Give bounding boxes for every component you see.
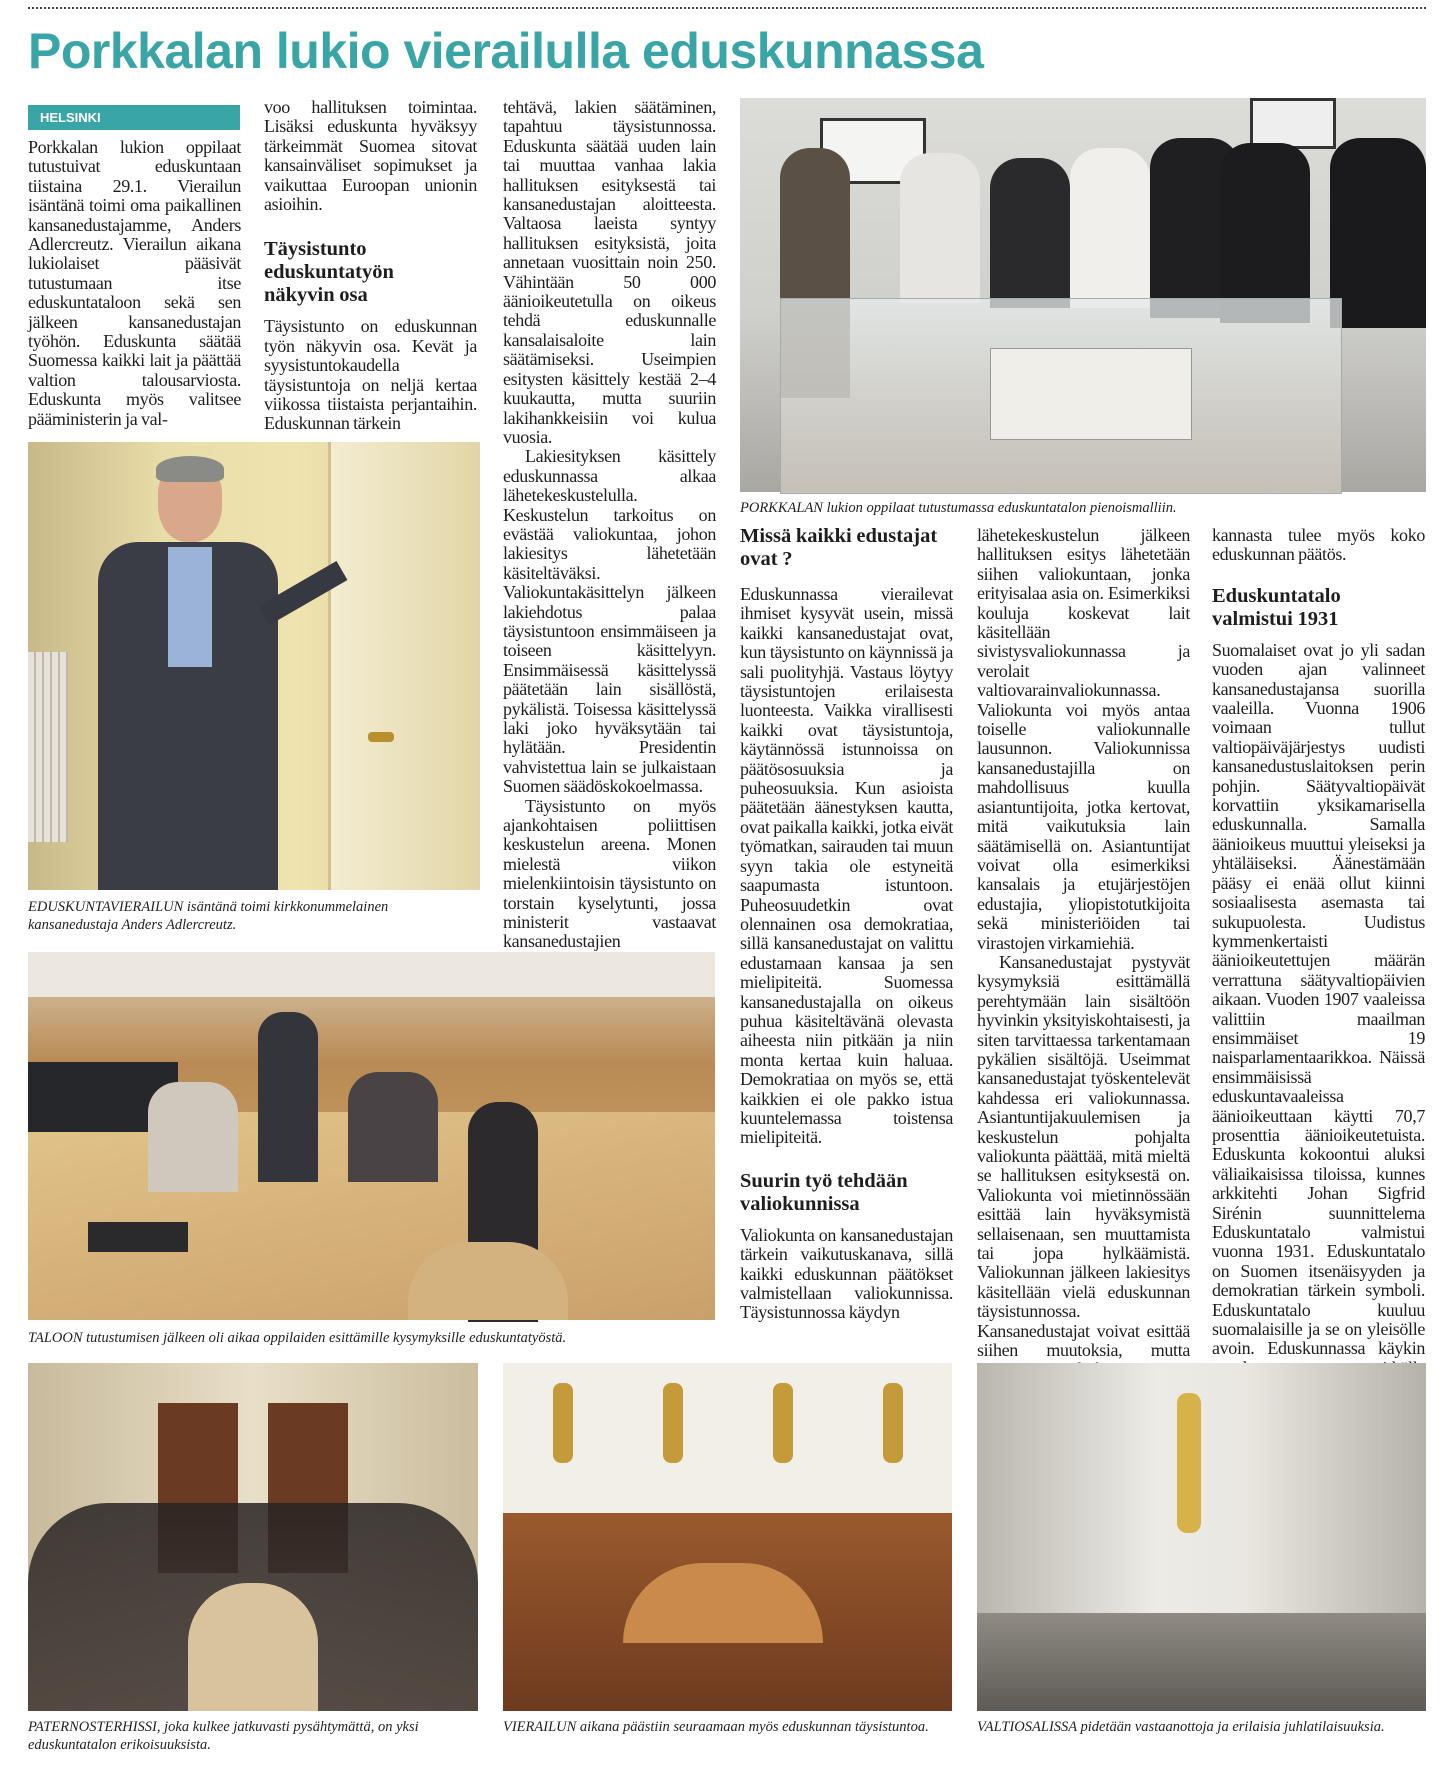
caption-meeting: TALOON tutustumisen jälkeen oli aikaa oppilaiden esittämille kysymyksille eduskuntatyöstä. bbox=[28, 1330, 567, 1346]
article-column-3 bbox=[503, 97, 716, 952]
article-column-6 bbox=[1212, 525, 1425, 1359]
location-kicker: HELSINKI bbox=[28, 105, 240, 130]
article-column-1 bbox=[28, 138, 241, 434]
caption-host: EDUSKUNTAVIERAILUN isäntänä toimi kirkkonummelainen kansanedustaja Anders Adlercreutz. bbox=[28, 899, 389, 933]
headline: Porkkalan lukio vierailulla eduskunnassa bbox=[28, 23, 984, 79]
caption-hall: VALTIOSALISSA pidetään vastaanottoja ja erilaisia juhlatilaisuuksia. bbox=[977, 1719, 1385, 1735]
article-column-2 bbox=[264, 98, 477, 434]
paragraph: Lakiesityksen käsittely eduskunnassa alkaa lähetekeskustelulla. Keskustelun tarkoitus on evästää valiokuntaa, johon lakiesitys lähetetään käsiteltäväksi. Valiokuntakäsittelyn jälkeen lakiehdotus palaa täysistuntoon ensimmäiseen ja toiseen käsittelyyn. Ensimmäisessä käsittelyssä päätetään lain sisällöstä, pykälistä. Toisessa käsittelyssä laki joko hyväksytään tai hylätään. Presidentin vahvistettua lain se julkaistaan Suomen säädöskokoelmassa. bbox=[503, 446, 716, 797]
photo-parliament-model bbox=[740, 98, 1426, 492]
paragraph: Valiokunta on kansanedustajan tärkein vaikutuskanava, sillä kaikki eduskunnan päätökset valmistellaan valiokunnissa. Täysistunnossa käydyn bbox=[740, 1224, 953, 1323]
photo-state-hall bbox=[977, 1363, 1426, 1711]
paragraph: Täysistunto on myös ajankohtaisen poliittisen keskustelun areena. Monen mielestä viikon mielenkiintoisin täysistunto on torstain kyselytunti, jossa ministerit vastaavat kansanedustajien bbox=[503, 795, 716, 952]
paragraph: Eduskunnassa vierailevat ihmiset kysyvät usein, missä kaikki kansanedustajat ovat, kun täysistunto on käynnissä ja sali puolityhjä. Vastaus löytyy täysistuntojen erilaisesta luonteesta. Vaikka virallisesti kaikki ovat täysistuntoja, käytännössä istunnoissa on päätösosuuksia ja puheosuuksia. Kun asioista päätetään äänestyksen kautta, ovat paikalla kaikki, jotka eivät työmatkan, sairauden tai muun syyn takia ole estyneitä saapumasta istuntoon. Puheosuudetkin ovat olennainen osa demokratiaa, sillä kansanedustajat on valittu edustamaan kansaa ja sen mielipiteitä. Suomessa kansanedustajalla on oikeus puhua käsiteltävänä olevasta aiheesta niin pitkään ja niin monta kertaa kuin haluaa. Demokratiaa on myös se, että kaikkien ei ole pakko istua kuuntelemassa toistensa mielipiteitä. bbox=[740, 584, 953, 1148]
top-dotted-rule bbox=[28, 7, 1426, 9]
subheading: Suurin työ tehdään valiokunnissa bbox=[740, 1169, 908, 1215]
subheading: Täysistunto eduskuntatyön näkyvin osa bbox=[264, 238, 394, 307]
photo-meeting-room bbox=[28, 952, 715, 1320]
photo-host-in-doorway bbox=[28, 442, 477, 890]
caption-plenary: VIERAILUN aikana päästiin seuraamaan myös eduskunnan täysistuntoa. bbox=[503, 1719, 929, 1735]
subheading: Missä kaikki edustajat ovat ? bbox=[740, 525, 938, 570]
paragraph: lähetekeskustelun jälkeen hallituksen esitys lähetetään siihen valiokuntaan, jonka erityisalaa asia on. Esimerkiksi kouluja koskevat lait käsitellään sivistysvaliokunnassa ja verolait valtiovarainvaliokunnassa. Valiokunta voi myös antaa toiselle valiokunnalle lausunnon. Valiokunnissa kansanedustajilla on mahdollisuus kuulla asiantuntijoita, jotka kertovat, mitä vaikutuksia lain säätämisellä on. Asiantuntijat voivat olla esimerkiksi kansalais ja etujärjestöjen edustajia, yliopistotutkijoita sekä ministeriöiden tai virastojen virkamiehiä. bbox=[977, 525, 1190, 953]
article-column-5 bbox=[977, 525, 1190, 1361]
paragraph: Täysistunto on eduskunnan työn näkyvin osa. Kevät ja syysistuntokaudella täysistuntoja on neljä kertaa viikossa tiistaista perjantaihin. Eduskunnan tärkein bbox=[264, 316, 477, 434]
paragraph: Porkkalan lukion oppilaat tutustuivat eduskuntaan tiistaina 29.1. Vierailun isäntänä toimi oma paikallinen kansanedustajamme, Anders Adlercreutz. Vierailun aikana lukiolaiset pääsivät tutustumaan itse eduskuntataloon sekä sen jälkeen kansanedustajan työhön. Eduskunta säätää Suomessa kaikki lait ja päättää valtion talousarviosta. Eduskunta myös valitsee pääministerin ja val- bbox=[28, 137, 241, 429]
paragraph: tehtävä, lakien säätäminen, tapahtuu täysistunnossa. Eduskunta säätää uuden lain tai muuttaa vanhaa lakia hallituksen esityksestä tai kansanedustajan aloitteesta. Valtaosa laeista syntyy hallituksen esityksistä, joita annetaan vuosittain noin 250. Vähintään 50 000 äänioikeutetulla on oikeus tehdä eduskunnalle kansalaisaloite lain säätämiseksi. Useimpien esitysten käsittely kestää 2–4 kuukautta, mutta suuriin lakihankkeisiin voi kulua vuosia. bbox=[503, 97, 716, 447]
article-column-4 bbox=[740, 525, 953, 1345]
caption-model: PORKKALAN lukion oppilaat tutustumassa eduskuntatalon pienoismalliin. bbox=[740, 500, 1177, 516]
paragraph: voo hallituksen toimintaa. Lisäksi eduskunta hyväksyy tärkeimmät Suomea sitovat kansainväliset sopimukset ja vaikuttaa Euroopan unionin asioihin. bbox=[264, 97, 477, 215]
photo-paternoster-lift bbox=[28, 1363, 478, 1711]
subheading: Eduskuntatalo valmistui 1931 bbox=[1212, 584, 1341, 630]
paragraph: kannasta tulee myös koko eduskunnan päätös. bbox=[1212, 525, 1425, 565]
photo-plenary-session bbox=[503, 1363, 952, 1711]
caption-paternoster: PATERNOSTERHISSI, joka kulkee jatkuvasti pysähtymättä, on yksi eduskuntatalon erikoisuuksista. bbox=[28, 1719, 419, 1753]
paragraph: Suomalaiset ovat jo yli sadan vuoden ajan valinneet kansanedustajansa suorilla vaaleilla. Vuonna 1906 voimaan tullut valtiopäiväjärjestys uudisti kansanedustuslaitoksen perin pohjin. Säätyvaltiopäivät korvattiin yksikamarisella eduskunnalla. Samalla äänioikeus muuttui yleiseksi ja yhtäläiseksi. Äänestämään pääsy ei enää ollut kiinni sosiaalisesta asemasta tai sukupuolesta. Uudistus kymmenkertaisti äänioikeutettujen määrän verrattuna säätyvaltiopäivien aikaan. Vuoden 1907 vaaleissa valittiin maailman ensimmäiset 19 naisparlamentaarikkoa. Näissä ensimmäisissä eduskuntavaaleissa äänioikeuttaan käytti 70,7 prosenttia äänioikeutetuista. Eduskunta kokoontui aluksi väliaikaisissa tiloissa, kunnes arkkitehti Johan Sigfrid Sirénin suunnittelema Eduskuntatalo valmistui vuonna 1931. Eduskuntatalo on Suomen itsenäisyyden ja demokratian tärkein symboli. Eduskuntatalo kuuluu suomalaisille ja se on yleisölle avoin. Eduskunnassa käykin bbox=[1212, 639, 1425, 1359]
paragraph: Kansanedustajat pystyvät kysymyksiä esittämällä perehtymään lain sisältöön hyvinkin yksityiskohtaisesti, ja siten tarvittaessa tarkentamaan pykälien sisältöjä. Useimmat kansanedustajat työskentelevät kahdessa eri valiokunnassa. Asiantuntijakuulemisen ja keskustelun pohjalta valiokunta päättää, mitä mieltä se hallituksen esityksestä on. Valiokunta voi mietinnössään esittää lain hyväksymistä sellaisenaan, sen muuttamista tai jopa hylkäämistä. Valiokunnan jälkeen lakiesitys käsitellään vielä eduskunnan täysistunnossa. Kansanedustajat voivat esittää siihen muutoksia, mutta bbox=[977, 951, 1190, 1361]
